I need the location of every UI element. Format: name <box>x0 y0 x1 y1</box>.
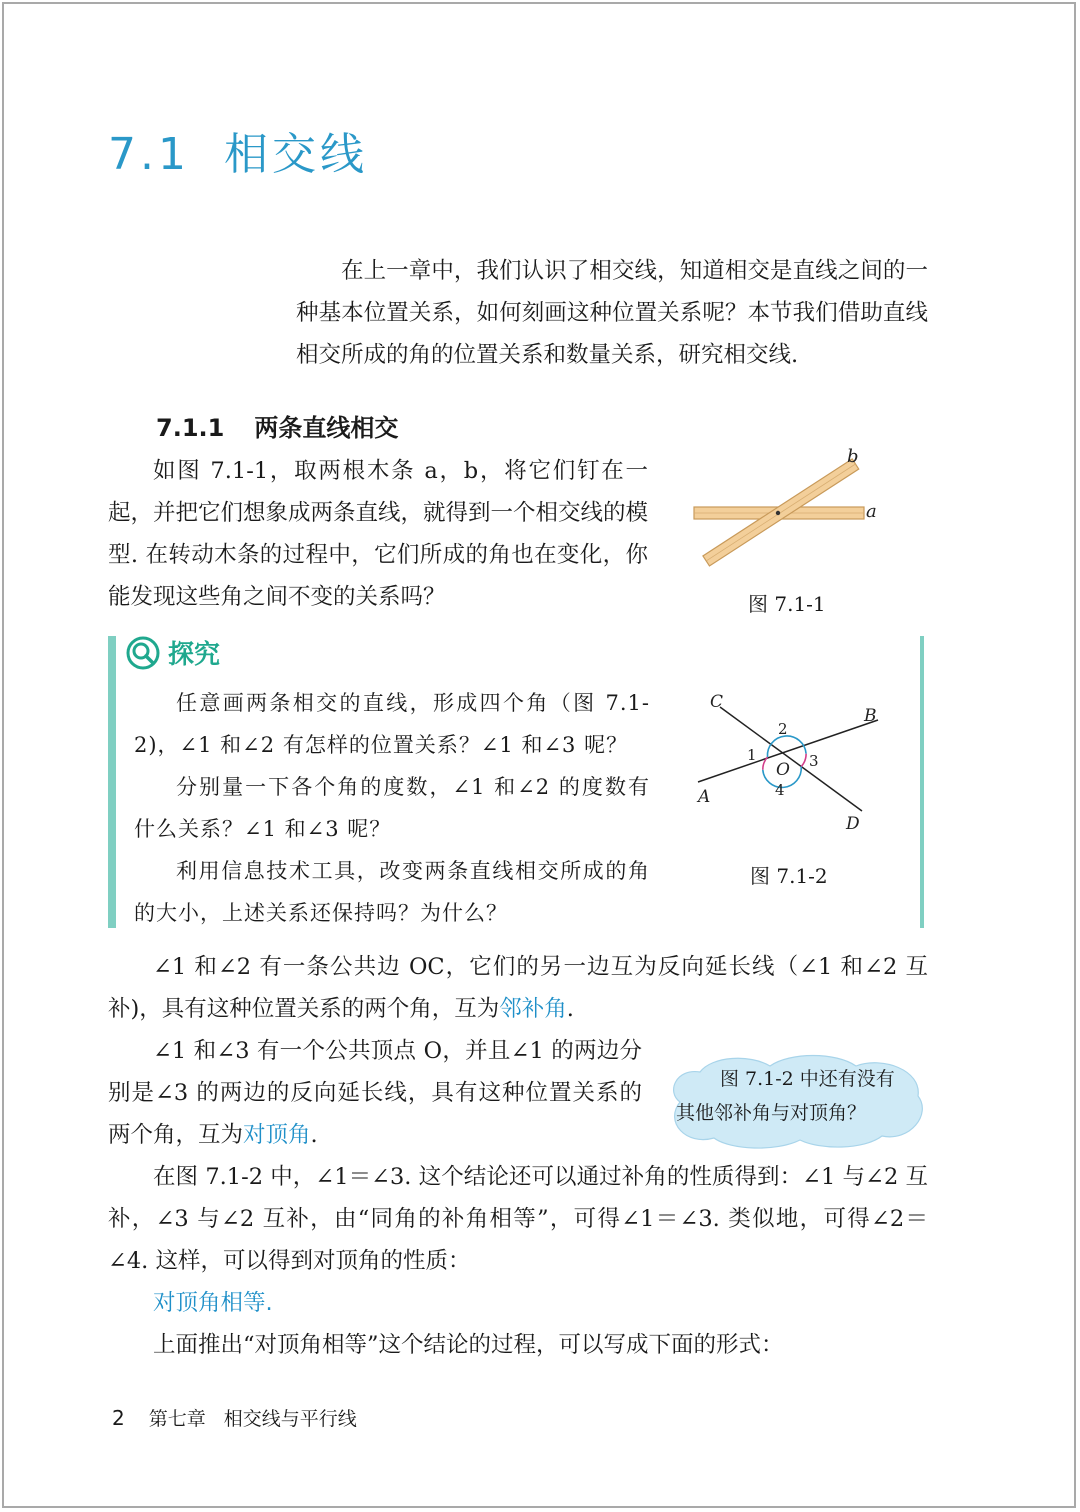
vertical-end: . <box>310 1122 318 1148</box>
point-C-label: C <box>710 692 724 712</box>
adjacent-text: ∠1 和∠2 有一条公共边 OC，它们的另一边互为反向延长线（∠1 和∠2 互补)，具有这种位置关系的两个角，互为 <box>108 954 928 1022</box>
result-paragraph: 在图 7.1-2 中，∠1＝∠3. 这个结论还可以通过补角的性质得到：∠1 与∠2 互补，∠3 与∠2 互补，由“同角的补角相等”，可得∠1＝∠3. 类似地，可得∠2＝∠4. 这样，可以得到对顶角的性质： <box>108 1164 928 1274</box>
explore-text <box>134 682 650 934</box>
adjacent-end: . <box>566 996 574 1022</box>
term-vertical-angles: 对顶角 <box>243 1122 311 1148</box>
line-CD <box>720 707 862 811</box>
explore-right-bar <box>920 636 924 928</box>
figure-7-1-2 <box>690 685 890 845</box>
wood-model-paragraph <box>108 450 648 618</box>
cloud-line: 其他邻补角与对顶角？ <box>676 1102 867 1124</box>
explore-header <box>126 634 220 671</box>
property-statement: 对顶角相等. <box>153 1290 273 1316</box>
point-B-label: B <box>864 706 877 726</box>
figure-7-1-1 <box>690 445 890 575</box>
angle-3-arc <box>801 754 806 767</box>
angle-3-label: 3 <box>809 752 819 770</box>
nail-dot <box>776 511 780 515</box>
para1-text: 如图 7.1-1，取两根木条 a，b，将它们钉在一起，并把它们想象成两条直线，就得到一个相交线的模型. 在转动木条的过程中，它们所成的角也在变化，你能发现这些角之间不变的关系吗？ <box>108 458 649 610</box>
intro-block <box>296 250 928 376</box>
last-paragraph: 上面推出“对顶角相等”这个结论的过程，可以写成下面的形式： <box>153 1332 784 1358</box>
intro-paragraph: 在上一章中，我们认识了相交线，知道相交是直线之间的一种基本位置关系，如何刻画这种位置关系呢？本节我们借助直线相交所成的角的位置关系和数量关系，研究相交线. <box>296 258 928 368</box>
section-number: 7.1 <box>108 129 190 180</box>
cloud-text <box>676 1062 912 1130</box>
label-b: b <box>847 446 859 467</box>
angle-2-label: 2 <box>778 720 788 738</box>
vertical-angle-paragraph <box>108 1030 642 1156</box>
term-adjacent-supplementary: 邻补角 <box>499 996 567 1022</box>
section-title-text: 相交线 <box>223 129 368 180</box>
angle-4-label: 4 <box>775 781 785 799</box>
chapter-title: 相交线与平行线 <box>223 1408 357 1430</box>
chapter-label: 第七章 <box>148 1408 206 1430</box>
page-footer <box>112 1404 357 1431</box>
subsection-title <box>156 408 398 443</box>
explore-left-bar <box>108 636 116 928</box>
explore-label: 探究 <box>168 640 221 670</box>
explore-paragraph: 任意画两条相交的直线，形成四个角（图 7.1-2)，∠1 和∠2 有怎样的位置关系？∠1 和∠3 呢？ <box>134 691 650 757</box>
cloud-line: 图 7.1-2 中还有没有 <box>720 1068 895 1090</box>
section-title <box>108 118 368 182</box>
page-number: 2 <box>112 1406 125 1430</box>
angle-1-label: 1 <box>747 746 757 764</box>
label-a: a <box>866 501 877 522</box>
vertical-text: ∠1 和∠3 有一个公共顶点 O，并且∠1 的两边分别是∠3 的两边的反向延长线，具有这种位置关系的两个角，互为 <box>108 1038 642 1148</box>
adjacent-angle-paragraph <box>108 946 928 1030</box>
subsection-number: 7.1.1 <box>156 414 225 442</box>
figure-7-1-1-caption: 图 7.1-1 <box>748 592 826 616</box>
point-D-label: D <box>846 814 860 834</box>
explore-paragraph: 分别量一下各个角的度数，∠1 和∠2 的度数有什么关系？∠1 和∠3 呢？ <box>134 775 650 841</box>
point-A-label: A <box>698 787 711 807</box>
main-text <box>108 946 928 1366</box>
figure-7-1-2-caption: 图 7.1-2 <box>750 864 828 888</box>
point-O-label: O <box>776 760 790 780</box>
explore-paragraph: 利用信息技术工具，改变两条直线相交所成的角的大小，上述关系还保持吗？为什么？ <box>134 859 650 925</box>
subsection-title-text: 两条直线相交 <box>254 414 399 442</box>
magnifier-icon <box>126 636 160 670</box>
